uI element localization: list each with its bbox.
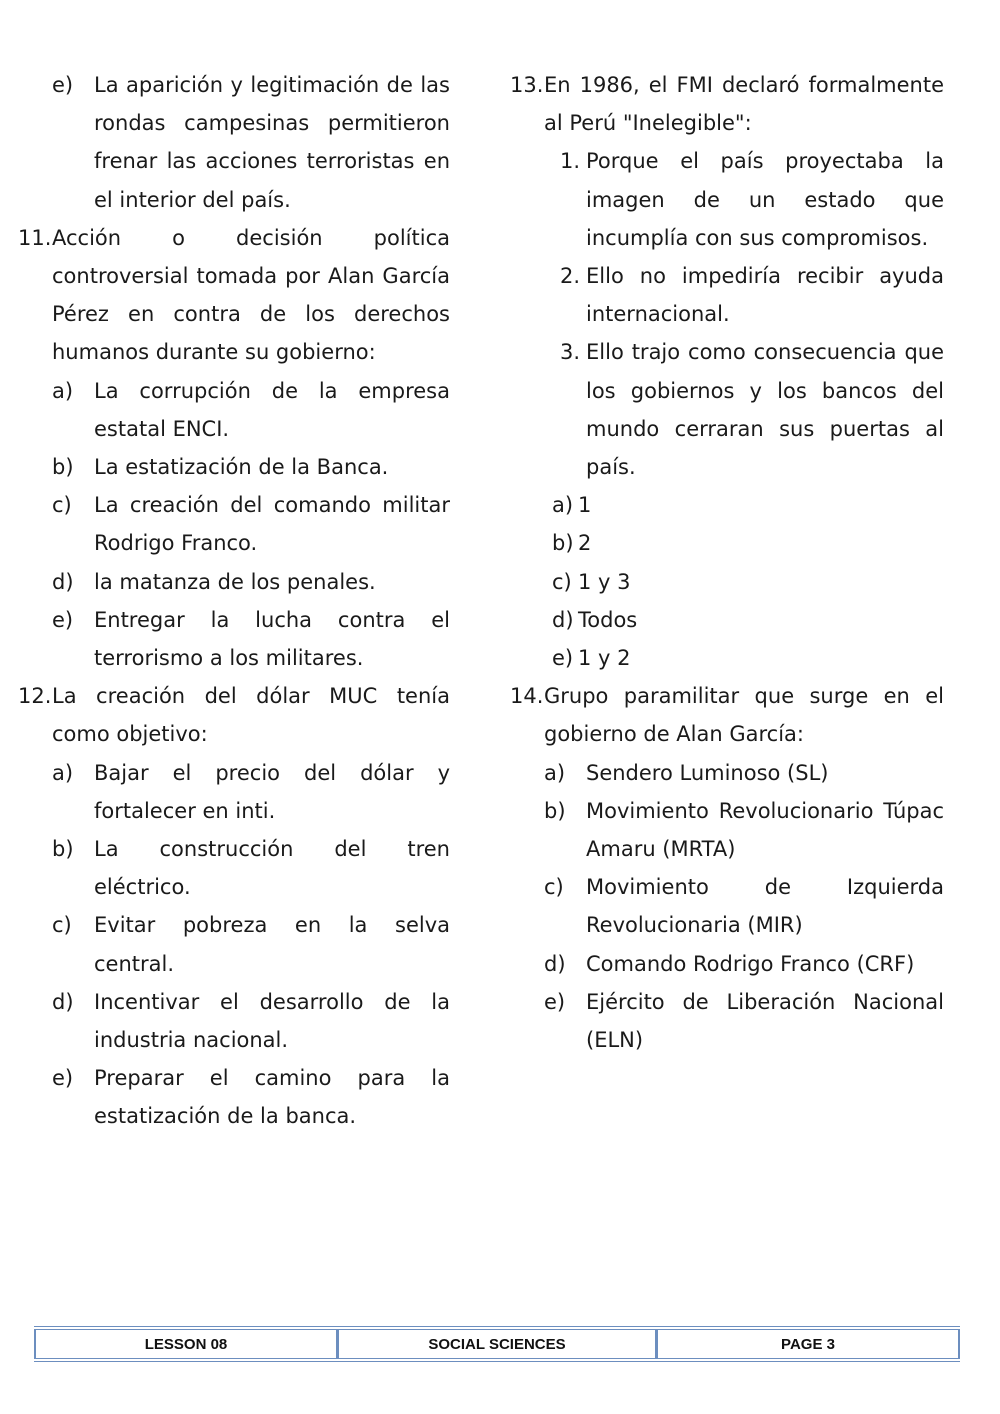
option-text: 1 [578,493,592,518]
question-number: 11. [18,225,52,250]
option-label: d) [52,989,74,1014]
question-13 [510,66,944,142]
q13-statement-3 [510,333,944,486]
q13-statement-1 [510,142,944,257]
q14-option-d[interactable] [510,945,944,983]
q14-option-e[interactable] [510,983,944,1059]
q13-option-a[interactable] [510,486,944,524]
option-text: Movimiento Revolucionario Túpac Amaru (MRTA) [586,798,944,862]
q14-option-c[interactable] [510,868,944,944]
footer-lesson: LESSON 08 [34,1330,337,1358]
option-label: a) [552,493,574,518]
right-column [510,66,944,1059]
footer-subject: SOCIAL SCIENCES [337,1330,656,1358]
left-column [18,66,450,1136]
q13-statement-2 [510,257,944,333]
question-number: 13. [510,73,544,97]
option-text: 1 y 2 [578,646,631,671]
option-text: La estatización de la Banca. [94,455,389,480]
option-label: e) [52,73,74,97]
footer-page-number: PAGE 3 [656,1330,960,1358]
q13-option-b[interactable] [510,524,944,562]
option-text: La construcción del tren eléctrico. [94,837,450,900]
statement-label: 2. [560,264,581,289]
statement-text: Ello no impediría recibir ayuda internacional. [586,264,944,327]
statement-text: Ello trajo como consecuencia que los gobiernos y los bancos del mundo cerraran sus puertas al país. [586,340,944,480]
option-text: Todos [578,607,638,632]
question-number: 14. [510,684,544,709]
option-text: Bajar el precio del dólar y fortalecer en inti. [94,760,450,823]
option-label: c) [552,569,572,594]
question-11 [18,219,450,372]
option-label: d) [552,607,574,632]
question-text: Acción o decisión política controversial tomada por Alan García Pérez en contra de los derechos humanos durante su gobierno: [52,225,450,365]
q13-option-c[interactable] [510,563,944,601]
statement-label: 3. [560,340,581,365]
option-label: e) [544,989,566,1014]
q13-option-d[interactable] [510,601,944,639]
q10-option-e[interactable] [18,66,450,219]
option-label: b) [544,798,566,823]
option-label: b) [52,455,74,480]
option-label: a) [544,760,566,785]
q12-option-e[interactable] [18,1059,450,1135]
option-text: La aparición y legitimación de las rondas campesinas permitieron frenar las acciones terroristas en el interior del país. [94,73,450,212]
option-text: 2 [578,531,592,556]
option-text: Comando Rodrigo Franco (CRF) [586,951,915,976]
option-text: la matanza de los penales. [94,569,376,594]
option-label: c) [52,913,72,938]
q11-option-a[interactable] [18,372,450,448]
statement-label: 1. [560,149,581,174]
option-text: Preparar el camino para la estatización de la banca. [94,1066,450,1129]
question-14 [510,677,944,753]
q11-option-b[interactable] [18,448,450,486]
option-text: 1 y 3 [578,569,631,594]
option-text: Ejército de Liberación Nacional (ELN) [586,989,944,1053]
statement-text: Porque el país proyectaba la imagen de un estado que incumplía con sus compromisos. [586,149,944,250]
option-text: Incentivar el desarrollo de la industria nacional. [94,989,450,1053]
option-label: c) [544,875,564,900]
question-text: En 1986, el FMI declaró formalmente al Perú "Inelegible": [544,73,944,136]
option-label: a) [52,760,74,785]
q12-option-b[interactable] [18,830,450,906]
option-label: a) [52,378,74,403]
option-label: b) [52,837,74,862]
question-number: 12. [18,684,52,709]
option-label: c) [52,493,72,518]
option-text: La corrupción de la empresa estatal ENCI. [94,378,450,441]
question-text: Grupo paramilitar que surge en el gobierno de Alan García: [544,684,944,747]
q11-option-d[interactable] [18,563,450,601]
q14-option-b[interactable] [510,792,944,868]
option-label: d) [52,569,74,594]
option-text: Movimiento de Izquierda Revolucionaria (MIR) [586,875,944,938]
option-label: e) [552,646,574,671]
page-footer [34,1326,960,1362]
option-label: b) [552,531,574,556]
question-text: La creación del dólar MUC tenía como objetivo: [52,684,450,747]
q13-option-e[interactable] [510,639,944,677]
q12-option-d[interactable] [18,983,450,1059]
q11-option-c[interactable] [18,486,450,562]
q11-option-e[interactable] [18,601,450,677]
q14-option-a[interactable] [510,754,944,792]
question-12 [18,677,450,753]
option-text: La creación del comando militar Rodrigo Franco. [94,493,450,556]
q12-option-a[interactable] [18,754,450,830]
option-text: Evitar pobreza en la selva central. [94,913,450,976]
option-text: Sendero Luminoso (SL) [586,760,829,785]
option-label: e) [52,607,74,632]
q12-option-c[interactable] [18,906,450,982]
option-label: e) [52,1066,74,1091]
option-label: d) [544,951,566,976]
option-text: Entregar la lucha contra el terrorismo a los militares. [94,607,450,671]
